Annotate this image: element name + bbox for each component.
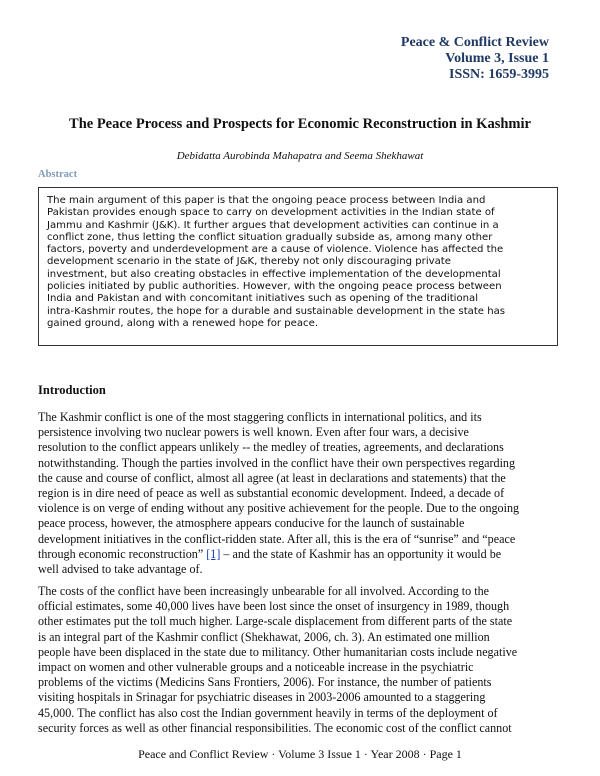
introduction-paragraph-1: [38, 410, 568, 577]
abstract-line: investment, but also creating obstacles in effective implementation of the developmental: [47, 268, 501, 280]
paragraph-line: resolution to the conflict appears unlikely -- the medley of treaties, agreements, and declarations: [38, 440, 504, 455]
abstract-box: [38, 187, 558, 346]
paragraph-line: problems of the victims (Medicins Sans Frontiers, 2006). For instance, the number of patients: [38, 675, 492, 690]
abstract-line: conflict zone, thus letting the conflict situation gradually subside as, among many other: [47, 231, 493, 243]
paragraph-line: other estimates put the toll much higher. Large-scale displacement from different parts of the state: [38, 614, 513, 629]
paragraph-line: [38, 547, 568, 562]
paragraph-line: official estimates, some 40,000 lives have been lost since the onset of insurgency in 1989, though: [38, 599, 510, 614]
abstract-line: factors, poverty and underdevelopment are a cause of violence. Violence has affected the: [47, 244, 504, 256]
footnote-link[interactable]: [1]: [206, 546, 221, 561]
paragraph-line: is an integral part of the Kashmir conflict (Shekhawat, 2006, ch. 3). An estimated one million: [38, 629, 490, 644]
introduction-heading: Introduction: [38, 383, 106, 397]
paragraph-line: region is in dire need of peace as well as substantial economic development. Indeed, a decade of: [38, 486, 505, 501]
abstract-line: gained ground, along with a renewed hope for peace.: [47, 317, 319, 329]
paragraph-line: The Kashmir conflict is one of the most staggering conflicts in international politics, and its: [38, 410, 482, 424]
abstract-heading: Abstract: [38, 169, 78, 180]
paragraph-line: people have been displaced in the state due to militancy. Other humanitarian costs include negative: [38, 644, 518, 659]
abstract-line: intra-Kashmir routes, the hope for a durable and sustainable development in the state has: [47, 305, 506, 317]
paper-authors: Debidatta Aurobinda Mahapatra and Seema Shekhawat: [176, 150, 424, 162]
abstract-line: India and Pakistan and with concomitant initiatives such as opening of the traditional: [47, 293, 479, 305]
page-footer: Peace and Conflict Review · Volume 3 Issue 1 · Year 2008 · Page 1: [138, 747, 462, 761]
paragraph-line: the cause and course of conflict, almost all agree (at least in declarations and statements) that the: [38, 470, 506, 485]
paragraph-line: development initiatives in the conflict-ridden state. After all, this is the era of “sunrise” and “peace: [38, 531, 516, 546]
journal-header: [401, 35, 549, 83]
paragraph-line: 45,000. The conflict has also cost the Indian government heavily in terms of the deployment of: [38, 705, 498, 720]
abstract-line: The main argument of this paper is that the ongoing peace process between India and: [47, 195, 486, 206]
abstract-line: policies initiated by public authorities. However, with the ongoing peace process between: [47, 281, 502, 293]
paragraph-line: violence is on verge of ending without any positive achievement for the people. Due to the ongoing: [38, 501, 520, 516]
paragraph-text: through economic reconstruction”: [38, 546, 207, 561]
paragraph-text: – and the state of Kashmir has an opportunity it would be: [220, 546, 502, 561]
paragraph-line: well advised to take advantage of.: [38, 562, 203, 577]
paragraph-line: The costs of the conflict have been increasingly unbearable for all involved. According to the: [38, 584, 490, 598]
abstract-text: [47, 195, 549, 330]
abstract-line: development scenario in the state of J&K, thereby not only discouraging private: [47, 256, 451, 268]
abstract-line: Jammu and Kashmir (J&K). It further argues that development activities can continue in a: [47, 219, 499, 231]
journal-name: Peace & Conflict Review: [400, 35, 549, 50]
abstract-line: Pakistan provides enough space to carry on development activities in the Indian state of: [47, 207, 495, 219]
journal-issn: ISSN: 1659-3995: [449, 67, 549, 82]
paragraph-line: impact on women and other vulnerable groups and a noticeable increase in the psychiatric: [38, 660, 474, 675]
paragraph-line: security forces as well as other financial responsibilities. The economic cost of the conflict cannot: [38, 720, 512, 735]
paragraph-line: visiting hospitals in Srinagar for psychiatric diseases in 2003-2006 amounted to a staggering: [38, 690, 486, 705]
journal-volume: Volume 3, Issue 1: [445, 51, 549, 66]
paragraph-line: persistence involving two nuclear powers is well known. Even after four wars, a decisive: [38, 425, 469, 440]
introduction-paragraph-2: [38, 584, 568, 736]
paragraph-line: notwithstanding. Though the parties involved in the conflict have their own perspectives regarding: [38, 455, 516, 470]
paragraph-line: peace process, however, the atmosphere appears conducive for the launch of sustainable: [38, 516, 465, 531]
paper-title: The Peace Process and Prospects for Economic Reconstruction in Kashmir: [69, 116, 531, 132]
